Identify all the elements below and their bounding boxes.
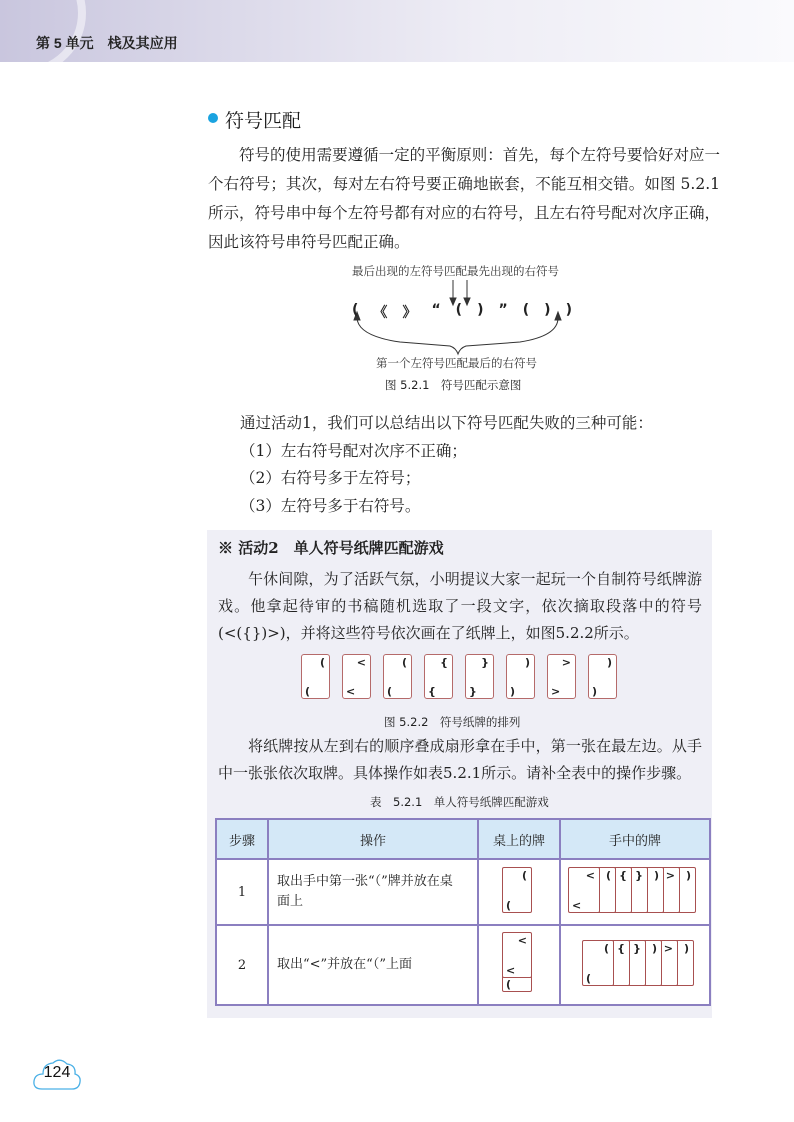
symbol: ”: [498, 302, 508, 318]
desk-cell: [478, 859, 560, 925]
card-symbol-bottom: >: [551, 685, 561, 698]
hand-cell: [560, 859, 710, 925]
card-symbol: ): [651, 942, 657, 955]
card-symbol: {: [619, 869, 627, 882]
figure-caption: 图 5.2.1 符号匹配示意图: [385, 378, 522, 392]
table-row: [216, 925, 710, 1005]
card-symbol: ): [653, 869, 659, 882]
symbol-card: [342, 654, 371, 699]
card-symbol-bottom: <: [346, 685, 356, 698]
card-symbol-bottom: {: [428, 685, 436, 698]
header-desk: 桌上的牌: [478, 819, 560, 859]
card-symbol-bottom: (: [387, 685, 393, 698]
list-intro: 通过活动1，我们可以总结出以下符号匹配失败的三种可能：: [240, 414, 653, 432]
symbol-card: [465, 654, 494, 699]
card-symbol-bottom: (: [305, 685, 311, 698]
card-symbol: >: [663, 942, 673, 955]
card-symbol: }: [633, 942, 641, 955]
card-symbol-bottom: ): [592, 685, 598, 698]
section-title: 符号匹配: [225, 110, 302, 132]
card-symbol: {: [617, 942, 625, 955]
card-symbol: (: [319, 656, 325, 669]
hand-cell: [560, 925, 710, 1005]
card-symbol-bottom: (: [506, 978, 512, 991]
card-symbol: ): [524, 656, 530, 669]
activity-paragraph-2: 将纸牌按从左到右的顺序叠成扇形拿在手中，第一张在最左边。从手中一张张依次取牌。具体操作如表5.2.1所示。请补全表中的操作步骤。: [218, 737, 702, 782]
card-symbol-bottom: <: [506, 964, 516, 977]
header-hand: 手中的牌: [560, 819, 710, 859]
card-symbol-bottom: }: [469, 685, 477, 698]
symbol: 《: [373, 305, 388, 321]
card-symbol: (: [603, 942, 609, 955]
card-symbol-bottom: (: [586, 972, 592, 985]
list-item: （3）左符号多于右符号。: [240, 496, 421, 515]
symbol: ): [544, 302, 551, 318]
operation-cell: 取出手中第一张“（”牌并放在桌面上: [268, 859, 478, 925]
table-row: [216, 859, 710, 925]
symbol: ): [565, 302, 572, 318]
card-symbol: (: [605, 869, 611, 882]
unit-title: 第 5 单元 栈及其应用: [36, 35, 178, 51]
card-symbol-bottom: <: [572, 899, 582, 912]
card-symbol: ): [685, 869, 691, 882]
failure-list: [240, 410, 653, 520]
card-symbol: ): [683, 942, 689, 955]
card-symbol: (: [521, 869, 527, 882]
desk-cell: [478, 925, 560, 1005]
card-symbol: <: [585, 869, 595, 882]
table-header-row: [216, 819, 710, 859]
card-symbol: >: [665, 869, 675, 882]
card-symbol: }: [481, 656, 489, 669]
card-row: [301, 654, 631, 702]
symbol-card: [547, 654, 576, 699]
figure-caption: 图 5.2.2 符号纸牌的排列: [384, 715, 521, 729]
symbol: (: [522, 302, 530, 318]
symbol-card: [568, 867, 600, 913]
figure-top-label: 最后出现的左符号匹配最先出现的右符号: [352, 264, 559, 278]
figure-bottom-label: 第一个左符号匹配最后的右符号: [376, 356, 537, 370]
card-symbol: <: [517, 934, 527, 947]
symbol-card: [582, 940, 614, 986]
card-symbol: {: [440, 656, 448, 669]
symbol-string: [352, 302, 572, 322]
table-caption: 表 5.2.1 单人符号纸牌匹配游戏: [370, 795, 549, 809]
symbol: (: [352, 302, 359, 318]
symbol: 》: [402, 305, 417, 321]
symbol: (: [455, 302, 463, 318]
page-header: [0, 0, 794, 62]
symbol-card: [588, 654, 617, 699]
symbol-card: [383, 654, 412, 699]
card-symbol: }: [635, 869, 643, 882]
header-step: 步骤: [216, 819, 268, 859]
list-item: （2）右符号多于左符号；: [240, 469, 421, 487]
symbol-card: [301, 654, 330, 699]
header-operation: 操作: [268, 819, 478, 859]
symbol-card: [506, 654, 535, 699]
symbol: ): [477, 302, 484, 318]
steps-table: [215, 818, 711, 1006]
page-number: 124: [43, 1064, 71, 1081]
activity-title: ※ 活动2 单人符号纸牌匹配游戏: [218, 539, 444, 557]
operation-cell: 取出“<”并放在“（”上面: [268, 925, 478, 1005]
activity-paragraph: 午休间隙，为了活跃气氛，小明提议大家一起玩一个自制符号纸牌游戏。他拿起待审的书稿随机选取了一段文字，依次摘取段落中的符号(<({})>)，并将这些符号依次画在了纸牌上，如图5.2.2所示。: [218, 570, 702, 642]
step-cell: 1: [216, 859, 268, 925]
symbol-card: [502, 867, 532, 913]
card-symbol: >: [561, 656, 571, 669]
card-symbol: ): [606, 656, 612, 669]
symbol: “: [431, 302, 441, 318]
list-item: （1）左右符号配对次序不正确；: [240, 441, 467, 460]
card-symbol: (: [401, 656, 407, 669]
card-symbol-bottom: ): [510, 685, 516, 698]
card-symbol: <: [356, 656, 366, 669]
bullet-icon: [208, 113, 218, 123]
symbol-card: [502, 932, 532, 978]
card-symbol-bottom: (: [506, 899, 512, 912]
intro-paragraph: 符号的使用需要遵循一定的平衡原则：首先，每个左符号要恰好对应一个右符号；其次，每对左右符号要正确地嵌套，不能互相交错。如图 5.2.1 所示，符号串中每个左符号都有对应的右符号，且左右符号配对次序正确，因此该符号串符号匹配正确。: [208, 146, 720, 251]
symbol-card: [424, 654, 453, 699]
step-cell: 2: [216, 925, 268, 1005]
